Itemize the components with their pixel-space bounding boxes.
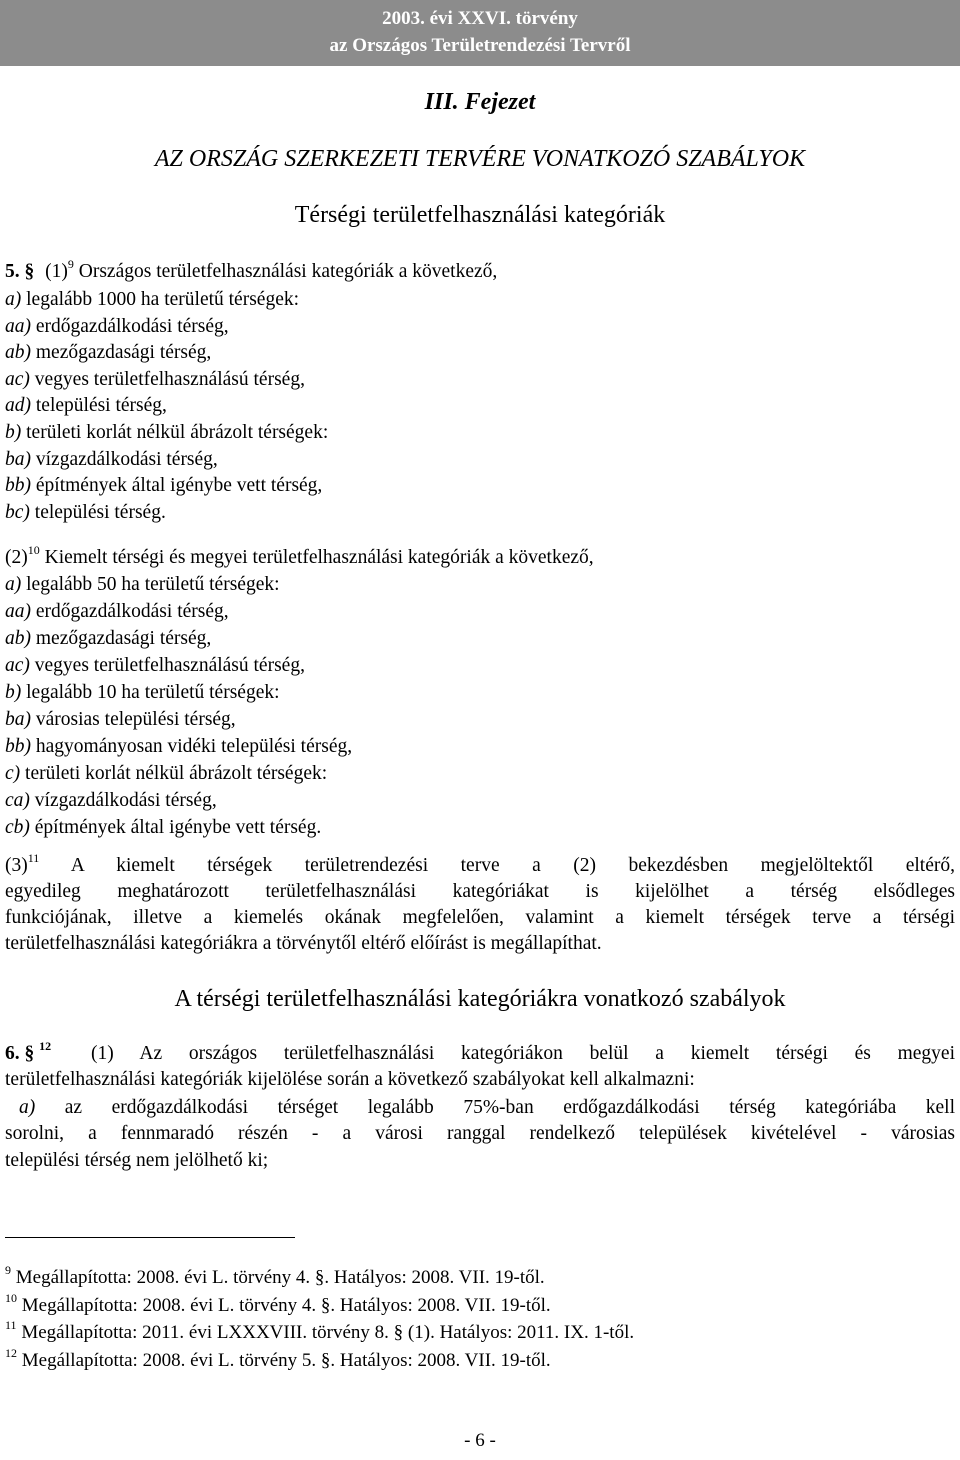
s6-number: 6. <box>5 1043 20 1064</box>
s5-p1-item-text: vízgazdálkodási térség, <box>35 448 218 470</box>
s5-p2-item-text: építmények által igénybe vett térség. <box>34 817 322 838</box>
footnote-number: 11 <box>5 1318 17 1332</box>
s6-line2: területfelhasználási kategóriák kijelölése során a következő szabályokat kell alkalmazni: <box>5 1069 695 1090</box>
s5-p1-heading <box>5 259 497 285</box>
footnote-item <box>5 1318 635 1345</box>
s5-p1-item-label: ac) <box>5 368 30 390</box>
s5-p1-item <box>5 287 299 313</box>
footnote-text: Megállapította: 2008. évi L. törvény 5. §. Hatályos: 2008. VII. 19-től. <box>21 1349 551 1371</box>
footnote-text: Megállapította: 2008. évi L. törvény 4. §. Hatályos: 2008. VII. 19-től. <box>15 1267 545 1288</box>
s5-p1-item <box>5 393 167 419</box>
s5-p2-item <box>5 680 280 706</box>
s5-p1-item-label: bb) <box>5 475 31 497</box>
s5-p3-line2: egyedileg meghatározott területfelhasználási kategóriákat is kijelölhet a térség elsődleges <box>5 881 955 902</box>
s5-p2-item <box>5 815 321 841</box>
s6-line3: a) az erdőgazdálkodási térséget legalább 75%-ban erdőgazdálkodási térség kategóriába kell <box>19 1097 955 1118</box>
footnote-item <box>5 1290 551 1318</box>
s5-p2-item <box>5 707 236 733</box>
s5-p3-line1: $(3)^{11}$ A kiemelt térségek területrendezési terve a (2) bekezdésben megjelöltektől eltérő, <box>5 851 955 876</box>
page-number: - 6 - <box>464 1430 496 1451</box>
s5-p1-item-text: legalább 1000 ha területű térségek: <box>26 289 300 310</box>
s5-p1-item <box>5 367 305 393</box>
s6-line5: települési térség nem jelölhető ki; <box>5 1150 269 1171</box>
s5-p2-item-label: aa) <box>5 601 31 622</box>
header-law-subtitle: az Országos Területrendezési Tervről <box>329 35 631 56</box>
s5-p2-item-text: legalább 10 ha területű térségek: <box>26 682 280 703</box>
s5-p2-item-label: ab) <box>5 628 31 649</box>
s5-p1-item <box>5 447 218 473</box>
chapter-heading: III. Fejezet <box>424 89 536 115</box>
s5-p1-item-label: aa) <box>5 315 31 337</box>
s5-p2-item <box>5 734 352 760</box>
s5-p2-item-label: ac) <box>5 655 30 676</box>
s5-p2-item <box>5 788 217 814</box>
s5-p2-item <box>5 761 327 787</box>
s5-p1-item-text: területi korlát nélkül ábrázolt térségek: <box>26 422 329 443</box>
footnote-number: 12 <box>5 1345 17 1360</box>
s5-p2-item-label: c) <box>5 763 21 784</box>
s5-p1-item-label: ad) <box>5 395 31 417</box>
s6-line1: 6. § $^{12}$ (1) Az országos területfelhasználási kategóriákon belül a kiemelt térségi és megyei <box>5 1041 955 1067</box>
s5-p1-item-label: ab) <box>5 342 31 364</box>
s5-p2-marker: (2) <box>5 547 28 568</box>
footnote-text: Megállapította: 2011. évi LXXXVIII. törvény 8. § (1). Hatályos: 2011. IX. 1-től. <box>21 1322 635 1343</box>
s5-p2-item <box>5 626 211 652</box>
s5-p2-item-text: területi korlát nélkül ábrázolt térségek: <box>25 763 328 784</box>
document-header <box>0 0 960 66</box>
s5-p2-item-label: b) <box>5 682 22 703</box>
footnote-item <box>5 1345 551 1373</box>
s5-p2-item-text: vegyes területfelhasználású térség, <box>34 655 305 676</box>
s5-p1-item <box>5 340 211 366</box>
header-law-title: 2003. évi XXVI. törvény <box>382 8 578 29</box>
footnote-ref-12: 12 <box>39 1039 52 1053</box>
s5-p1-text: Országos területfelhasználási kategóriák a következő, <box>78 261 498 282</box>
footnote-number: 9 <box>5 1263 11 1277</box>
s5-p3-line3: funkciójának, illetve a kiemelés okának megfelelően, valamint a kiemelt térségek terve a térségi <box>5 907 955 928</box>
s5-p2-item-text: mezőgazdasági térség, <box>35 628 212 649</box>
s5-p2-item <box>5 572 280 598</box>
s5-p2-heading <box>5 545 594 571</box>
footnote-item <box>5 1263 545 1290</box>
s5-p2-item-text: erdőgazdálkodási térség, <box>35 601 229 622</box>
s5-p1-item-text: települési térség. <box>34 501 166 523</box>
s5-p1-item-text: építmények által igénybe vett térség, <box>35 475 323 497</box>
s5-number: 5. <box>5 261 20 282</box>
s5-p3-line4: területfelhasználási kategóriákra a törvénytől eltérő előírást is megállapíthat. <box>5 933 602 954</box>
s6-label <box>5 1041 55 1067</box>
s5-p1-item-text: vegyes területfelhasználású térség, <box>34 368 305 390</box>
s5-p1-item-label: b) <box>5 422 22 443</box>
footnote-number: 10 <box>5 1290 17 1305</box>
s5-p1-item-label: ba) <box>5 448 31 470</box>
s6-line4: sorolni, a fennmaradó részén - a városi ranggal rendelkező települések kivételével - városias <box>5 1123 955 1144</box>
s5-p1-item-label: bc) <box>5 501 30 523</box>
s5-p2-item-text: legalább 50 ha területű térségek: <box>26 574 280 595</box>
s5-p2-item-label: ba) <box>5 709 31 730</box>
s5-p2-item-text: hagyományosan vidéki települési térség, <box>35 736 353 757</box>
s5-p1-item-label: a) <box>5 289 22 310</box>
s6-section-sign: § <box>24 1043 35 1064</box>
s5-p1-item-text: települési térség, <box>35 395 167 417</box>
s5-p2-item-label: cb) <box>5 817 30 838</box>
s5-p1-item-text: mezőgazdasági térség, <box>35 342 212 364</box>
s5-section-sign: § <box>24 261 35 282</box>
s5-p2-item-label: ca) <box>5 790 30 811</box>
s5-p2-item-label: bb) <box>5 736 31 757</box>
section-title: Térségi területfelhasználási kategóriák <box>294 202 666 228</box>
chapter-title: AZ ORSZÁG SZERKEZETI TERVÉRE VONATKOZÓ SZABÁLYOK <box>154 146 806 172</box>
s6-item-a-label: a) <box>19 1097 36 1118</box>
s5-p2-text: Kiemelt térségi és megyei területfelhasználási kategóriák a következő, <box>44 547 594 568</box>
s5-p1-item-text: erdőgazdálkodási térség, <box>35 315 229 337</box>
s5-p2-item-text: vízgazdálkodási térség, <box>34 790 217 811</box>
footnote-text: Megállapította: 2008. évi L. törvény 4. §. Hatályos: 2008. VII. 19-től. <box>21 1294 551 1316</box>
footnote-separator <box>5 1237 295 1238</box>
s5-p2-item-text: városias települési térség, <box>35 709 236 730</box>
section2-title: A térségi területfelhasználási kategóriákra vonatkozó szabályok <box>174 986 786 1012</box>
s5-p1-item <box>5 420 328 446</box>
s5-p1-item <box>5 314 229 340</box>
s5-p2-item-label: a) <box>5 574 22 595</box>
s5-p2-item <box>5 653 305 679</box>
footnote-ref-10: 10 <box>27 543 40 557</box>
s5-p1-item <box>5 500 166 526</box>
s5-p2-item <box>5 599 229 625</box>
s5-p1-item <box>5 473 322 499</box>
footnote-ref-11: 11 <box>27 851 40 865</box>
s5-p1-marker: (1) <box>45 261 68 282</box>
s5-p3-marker: (3) <box>5 855 28 876</box>
footnote-ref-9: 9 <box>67 257 74 271</box>
